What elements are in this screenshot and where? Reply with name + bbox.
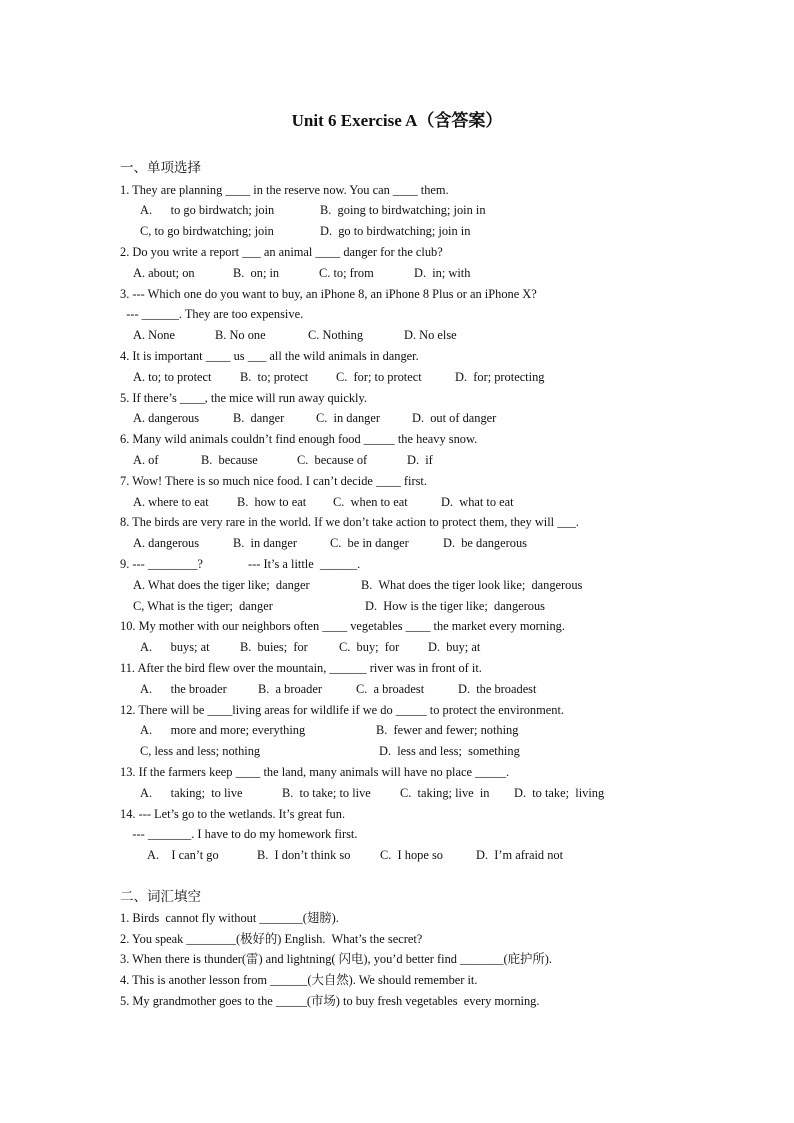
option-b: B. because: [201, 453, 258, 467]
question-stem: 8. The birds are very rare in the world. If we don’t take action to protect them, they will ___.: [120, 515, 579, 529]
option-d: D. for; protecting: [455, 370, 545, 384]
option-b: B. I don’t think so: [257, 848, 351, 862]
option-d: D. out of danger: [412, 411, 497, 425]
option-a: A. I can’t go: [147, 848, 219, 862]
fill-blank-item: 5. My grandmother goes to the _____(市场) to buy fresh vegetables every morning.: [120, 994, 540, 1008]
section-heading: 二、词汇填空: [120, 889, 201, 904]
option-a: A. buys; at: [140, 640, 210, 654]
question-stem: 13. If the farmers keep ____ the land, many animals will have no place _____.: [120, 765, 510, 779]
option-c: C. buy; for: [339, 640, 400, 654]
option-a: A. None: [133, 328, 175, 342]
answer-text: --- It’s a little ______.: [248, 557, 361, 571]
fill-blank-item: 1. Birds cannot fly without _______(翅膀).: [120, 911, 339, 925]
option-c: C, to go birdwatching; join: [140, 224, 274, 238]
option-a: A. of: [133, 453, 159, 467]
fill-blank-item: 4. This is another lesson from ______(大自然). We should remember it.: [120, 973, 478, 987]
option-d: D. go to birdwatching; join in: [320, 224, 471, 238]
question-stem: 7. Wow! There is so much nice food. I can’t decide ____ first.: [120, 474, 427, 488]
option-a: A. the broader: [140, 682, 227, 696]
option-c: C. be in danger: [330, 536, 409, 550]
option-c: C. taking; live in: [400, 786, 490, 800]
option-b: B. going to birdwatching; join in: [320, 203, 486, 217]
question-stem: 4. It is important ____ us ___ all the wild animals in danger.: [120, 349, 419, 363]
option-d: D. I’m afraid not: [476, 848, 564, 862]
option-a: A. dangerous: [133, 411, 200, 425]
option-c: C. Nothing: [308, 328, 364, 342]
question-stem: 11. After the bird flew over the mountain, ______ river was in front of it.: [120, 661, 482, 675]
option-c: C, What is the tiger; danger: [133, 599, 273, 613]
option-d: D. in; with: [414, 266, 471, 280]
option-c: C. because of: [297, 453, 368, 467]
question-stem: 10. My mother with our neighbors often ____ vegetables ____ the market every morning.: [120, 619, 565, 633]
fill-blank-item: 2. You speak ________(极好的) English. What’s the secret?: [120, 932, 423, 946]
question-stem: 12. There will be ____living areas for wildlife if we do _____ to protect the environment.: [120, 703, 564, 717]
question-stem: 2. Do you write a report ___ an animal ____ danger for the club?: [120, 245, 443, 259]
option-d: D. buy; at: [428, 640, 481, 654]
option-d: D. the broadest: [458, 682, 537, 696]
option-c: C. to; from: [319, 266, 374, 280]
option-d: D. if: [407, 453, 433, 467]
option-d: D. How is the tiger like; dangerous: [365, 599, 545, 613]
question-text: 9. --- ________?: [120, 557, 203, 571]
option-a: A. about; on: [133, 266, 195, 280]
option-c: C. when to eat: [333, 495, 408, 509]
question-stem: 1. They are planning ____ in the reserve now. You can ____ them.: [120, 183, 449, 197]
section-heading: 一、单项选择: [120, 160, 201, 175]
option-c: C. I hope so: [380, 848, 443, 862]
option-b: B. to take; to live: [282, 786, 371, 800]
option-a: A. taking; to live: [140, 786, 243, 800]
option-d: D. No else: [404, 328, 457, 342]
option-c: C. in danger: [316, 411, 381, 425]
option-a: A. dangerous: [133, 536, 200, 550]
option-b: B. buies; for: [240, 640, 308, 654]
fill-blank-item: 3. When there is thunder(雷) and lightning( 闪电), you’d better find _______(庇护所).: [120, 952, 552, 966]
option-b: B. how to eat: [237, 495, 307, 509]
question-stem: --- ______. They are too expensive.: [120, 307, 304, 321]
question-stem: 14. --- Let’s go to the wetlands. It’s great fun.: [120, 807, 346, 821]
option-a: A. to; to protect: [133, 370, 212, 384]
question-stem: 3. --- Which one do you want to buy, an iPhone 8, an iPhone 8 Plus or an iPhone X?: [120, 287, 537, 301]
option-b: B. on; in: [233, 266, 280, 280]
option-d: D. less and less; something: [379, 744, 520, 758]
page-title: Unit 6 Exercise A（含答案）: [291, 111, 503, 130]
option-b: B. fewer and fewer; nothing: [376, 723, 519, 737]
option-c: C, less and less; nothing: [140, 744, 261, 758]
option-a: A. more and more; everything: [140, 723, 306, 737]
option-a: A. where to eat: [133, 495, 209, 509]
option-b: B. to; protect: [240, 370, 309, 384]
question-stem: 6. Many wild animals couldn’t find enough food _____ the heavy snow.: [120, 432, 478, 446]
option-a: A. to go birdwatch; join: [140, 203, 275, 217]
option-b: B. a broader: [258, 682, 322, 696]
option-b: B. danger: [233, 411, 285, 425]
option-c: C. for; to protect: [336, 370, 422, 384]
question-stem: --- _______. I have to do my homework first.: [120, 827, 358, 841]
option-d: D. what to eat: [441, 495, 514, 509]
option-d: D. be dangerous: [443, 536, 527, 550]
option-b: B. No one: [215, 328, 266, 342]
option-d: D. to take; living: [514, 786, 605, 800]
option-b: B. in danger: [233, 536, 298, 550]
option-c: C. a broadest: [356, 682, 425, 696]
option-a: A. What does the tiger like; danger: [133, 578, 310, 592]
question-stem: 5. If there’s ____, the mice will run away quickly.: [120, 391, 367, 405]
option-b: B. What does the tiger look like; dangerous: [361, 578, 583, 592]
